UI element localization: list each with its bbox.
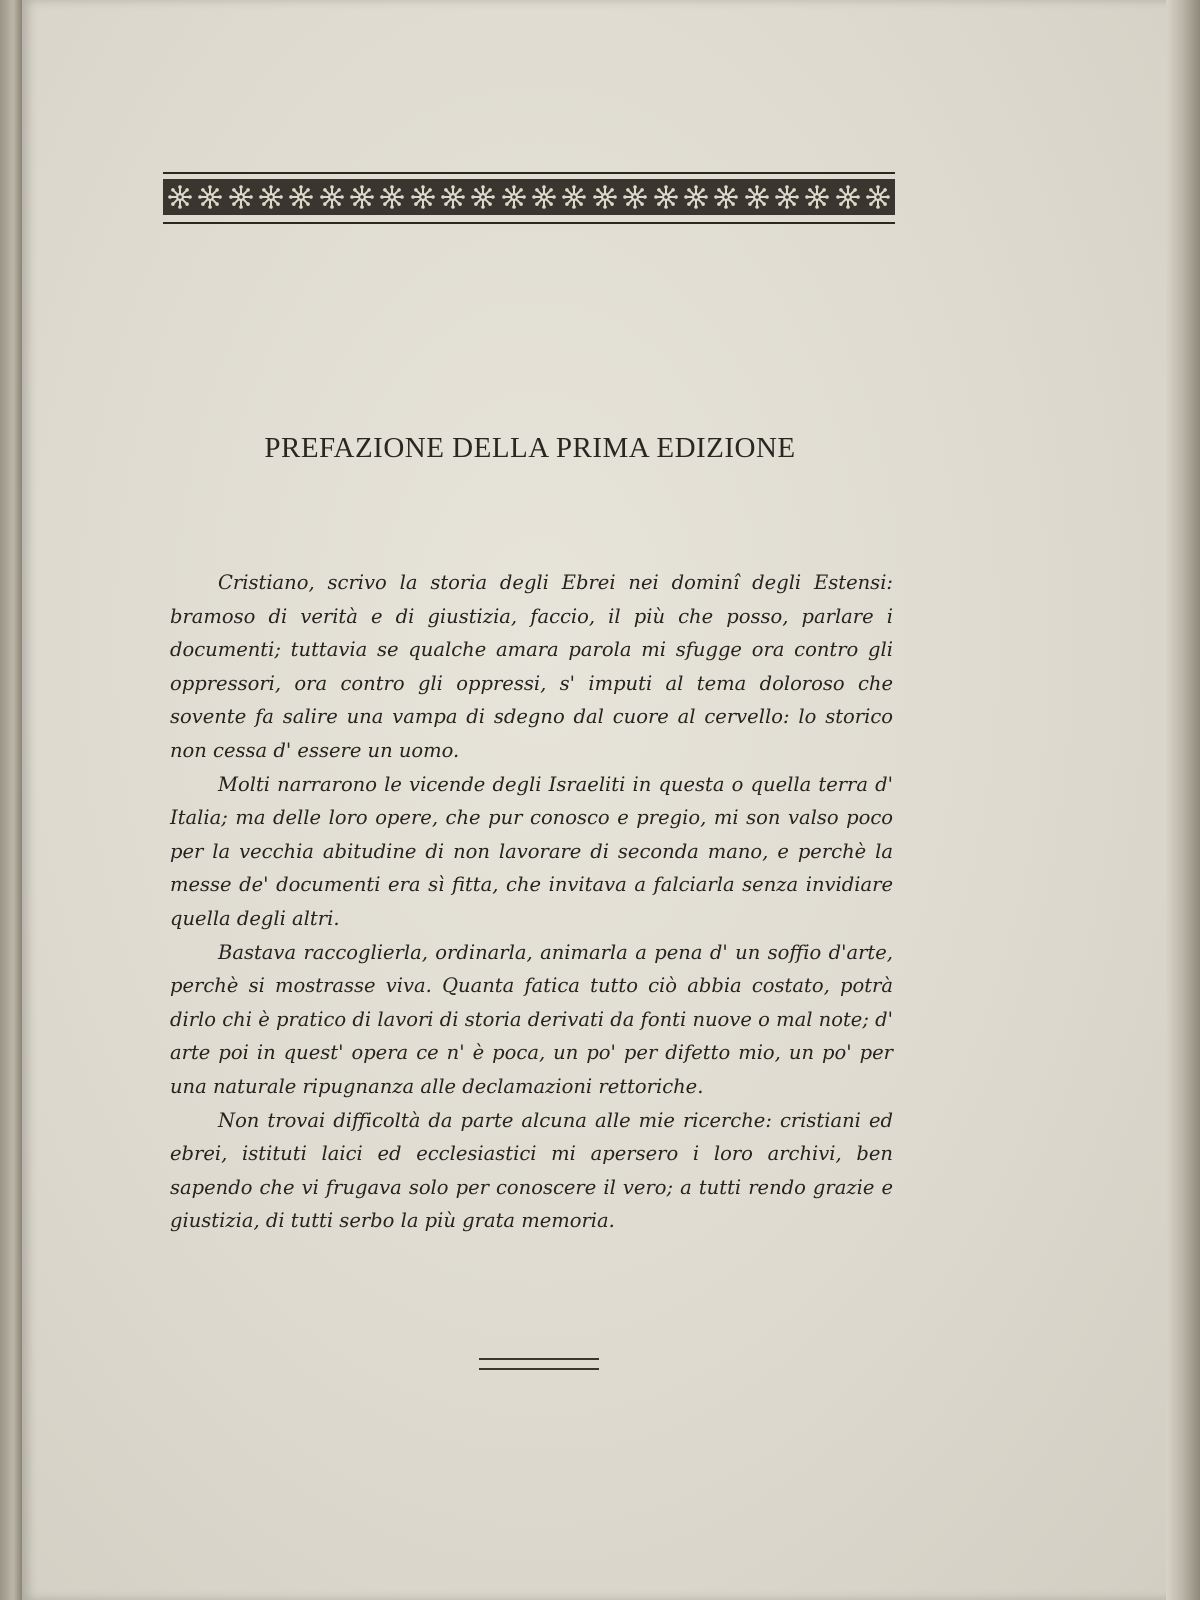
ornament-icon (166, 183, 194, 211)
ornament-band (163, 179, 895, 215)
ornament-icon (257, 183, 285, 211)
ornament-icon (803, 183, 831, 211)
headpiece-bottom-rule (163, 222, 895, 224)
ornament-icon (318, 183, 346, 211)
paragraph: Non trovai difficoltà da parte alcuna alle mie ricerche: cristiani ed ebrei, istituti laici ed ecclesiastici mi apersero i loro archivi, ben sapendo che vi frugava solo per conoscere il vero; a tutti rendo grazie e giustizia, di tutti serbo la più grata memoria. (170, 1108, 893, 1233)
ornament-icon (864, 183, 892, 211)
ornament-icon (439, 183, 467, 211)
paragraph: Cristiano, scrivo la storia degli Ebrei nei dominî degli Estensi: bramoso di verità e di giustizia, faccio, il più che posso, parlare i documenti; tuttavia se qualche amara parola mi sfugge ora contro gli oppressori, ora contro gli oppressi, s' imputi al tema doloroso che sovente fa salire una vampa di sdegno dal cuore al cervello: lo storico non cessa d' essere un uomo. (170, 571, 893, 762)
page-title: PREFAZIONE DELLA PRIMA EDIZIONE (264, 432, 796, 464)
ornament-icon (348, 183, 376, 211)
paragraph: Bastava raccoglierla, ordinarla, animarla a pena d' un soffio d'arte, perchè si mostrasse viva. Quanta fatica tutto ciò abbia costato, potrà dirlo chi è pratico di lavori di storia derivati da fonti nuove o mal note; d' arte poi in quest' opera ce n' è poca, un po' per difetto mio, un po' per una naturale ripugnanza alle declamazioni rettoriche. (170, 940, 893, 1098)
ornament-icon (712, 183, 740, 211)
headpiece-top-rule (163, 172, 895, 174)
page-edge-shadow (1166, 0, 1200, 1600)
ornament-icon (834, 183, 862, 211)
preface-text (170, 566, 893, 1238)
ornament-icon (227, 183, 255, 211)
ornament-icon (743, 183, 771, 211)
ornament-icon (378, 183, 406, 211)
ornament-icon (409, 183, 437, 211)
ornament-icon (560, 183, 588, 211)
paragraph: Molti narrarono le vicende degli Israeliti in questa o quella terra d' Italia; ma delle loro opere, che pur conosco e pregio, mi son valso poco per la vecchia abitudine di non lavorare di seconda mano, e perchè la messe de' documenti era sì fitta, che invitava a falciarla senza invidiare quella degli altri. (170, 772, 893, 930)
ornament-icon (682, 183, 710, 211)
ornament-icon (591, 183, 619, 211)
ornament-icon (621, 183, 649, 211)
ornament-icon (652, 183, 680, 211)
ornament-icon (773, 183, 801, 211)
ornament-icon (530, 183, 558, 211)
ornament-icon (287, 183, 315, 211)
decorative-headpiece (163, 172, 895, 224)
ornament-icon (469, 183, 497, 211)
previous-page-edge (0, 0, 22, 1600)
closing-double-rule (479, 1358, 599, 1370)
ornament-icon (500, 183, 528, 211)
ornament-icon (196, 183, 224, 211)
